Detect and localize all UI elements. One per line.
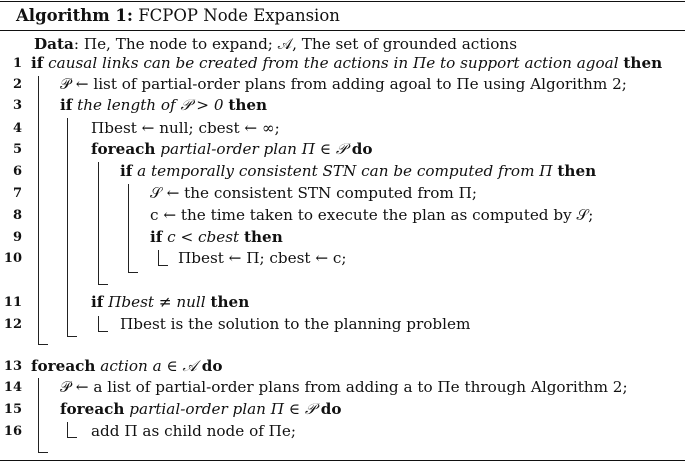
block-end-foreach-15	[67, 437, 77, 438]
algorithm-line-1	[0, 54, 685, 76]
keyword: do	[351, 140, 373, 158]
algorithm-title	[16, 6, 340, 25]
line-number: 14	[3, 380, 22, 395]
line-number: 9	[12, 230, 22, 245]
statement: 𝒫 ← list of partial-order plans from adding agoal to Πe using Algorithm 2;	[60, 75, 627, 93]
algorithm-line-14	[0, 378, 685, 400]
algorithm-line-2	[0, 75, 685, 97]
block-line-if-9	[158, 250, 159, 265]
block-end-if-6	[128, 272, 138, 273]
algorithm-line-3	[0, 96, 685, 118]
keyword: then	[623, 54, 663, 72]
line-number: 11	[3, 295, 22, 310]
statement: 𝒮 ← the consistent STN computed from Π;	[150, 184, 477, 202]
keyword: do	[201, 357, 223, 375]
keyword: foreach	[31, 357, 96, 375]
block-line-if-1	[38, 76, 39, 344]
statement: Πbest ← Π; cbest ← c;	[178, 249, 347, 267]
keyword: foreach	[60, 400, 125, 418]
statement: Πbest is the solution to the planning problem	[120, 315, 471, 333]
condition: a temporally consistent STN can be computed from Π	[137, 162, 553, 180]
keyword: then	[228, 96, 268, 114]
algorithm-line-7	[0, 184, 685, 206]
keyword: if	[60, 96, 73, 114]
block-line-if-6	[128, 184, 129, 272]
data-keyword: Data	[34, 35, 74, 53]
block-line-if-11	[98, 316, 99, 331]
algorithm-line-10	[0, 249, 685, 271]
algorithm-line-4	[0, 119, 685, 141]
line-number: 6	[12, 164, 22, 179]
block-end-if-11	[98, 331, 108, 332]
algorithm-line-8	[0, 206, 685, 228]
condition: partial-order plan Π ∈ 𝒫	[160, 140, 347, 158]
title-rule	[0, 30, 685, 31]
algorithm-line-9	[0, 228, 685, 250]
block-end-if-1	[38, 344, 48, 345]
condition: partial-order plan Π ∈ 𝒫	[129, 400, 316, 418]
line-number: 10	[3, 251, 22, 266]
keyword: if	[150, 228, 163, 246]
line-number: 4	[12, 121, 22, 136]
condition: causal links can be created from the actions in Πe to support action agoal	[48, 54, 619, 72]
statement: add Π as child node of Πe;	[91, 422, 297, 440]
statement: c ← the time taken to execute the plan as computed by 𝒮;	[150, 206, 594, 224]
line-number: 3	[12, 98, 22, 113]
line-number: 13	[3, 359, 22, 374]
algorithm-name: FCPOP Node Expansion	[138, 6, 340, 25]
condition: the length of 𝒫 > 0	[77, 96, 224, 114]
algorithm-line-15	[0, 400, 685, 422]
bottom-rule	[0, 460, 685, 461]
line-number: 7	[12, 186, 22, 201]
algorithm-line-13	[0, 357, 685, 379]
algorithm-line-11	[0, 293, 685, 315]
block-line-foreach-15	[67, 422, 68, 437]
algorithm-label: Algorithm 1:	[16, 6, 133, 25]
line-number: 12	[3, 317, 22, 332]
block-end-if-9	[158, 265, 168, 266]
block-line-if-3	[67, 118, 68, 336]
line-number: 1	[12, 56, 22, 71]
condition: action a ∈ 𝒜	[100, 357, 197, 375]
keyword: then	[210, 293, 250, 311]
keyword: then	[243, 228, 283, 246]
algorithm-line-12	[0, 315, 685, 337]
algorithm-line-6	[0, 162, 685, 184]
block-end-foreach-5	[98, 284, 108, 285]
condition: c < cbest	[167, 228, 240, 246]
keyword: if	[31, 54, 44, 72]
block-end-if-3	[67, 336, 77, 337]
line-number: 2	[12, 77, 22, 92]
condition: Πbest ≠ null	[108, 293, 206, 311]
line-number: 8	[12, 208, 22, 223]
keyword: do	[320, 400, 342, 418]
keyword: foreach	[91, 140, 156, 158]
block-end-foreach-13	[38, 452, 48, 453]
keyword: if	[120, 162, 133, 180]
algorithm-line-5	[0, 140, 685, 162]
block-line-foreach-5	[98, 162, 99, 284]
line-number: 15	[3, 402, 22, 417]
line-number: 5	[12, 142, 22, 157]
block-line-foreach-13	[38, 378, 39, 452]
keyword: if	[91, 293, 104, 311]
line-number: 16	[3, 424, 22, 439]
keyword: then	[557, 162, 597, 180]
top-rule	[0, 1, 685, 2]
statement: 𝒫 ← a list of partial-order plans from adding a to Πe through Algorithm 2;	[60, 378, 628, 396]
statement: Πbest ← null; cbest ← ∞;	[91, 119, 280, 137]
algorithm-line-16	[0, 422, 685, 444]
data-text: : Πe, The node to expand; 𝒜, The set of grounded actions	[73, 35, 517, 53]
